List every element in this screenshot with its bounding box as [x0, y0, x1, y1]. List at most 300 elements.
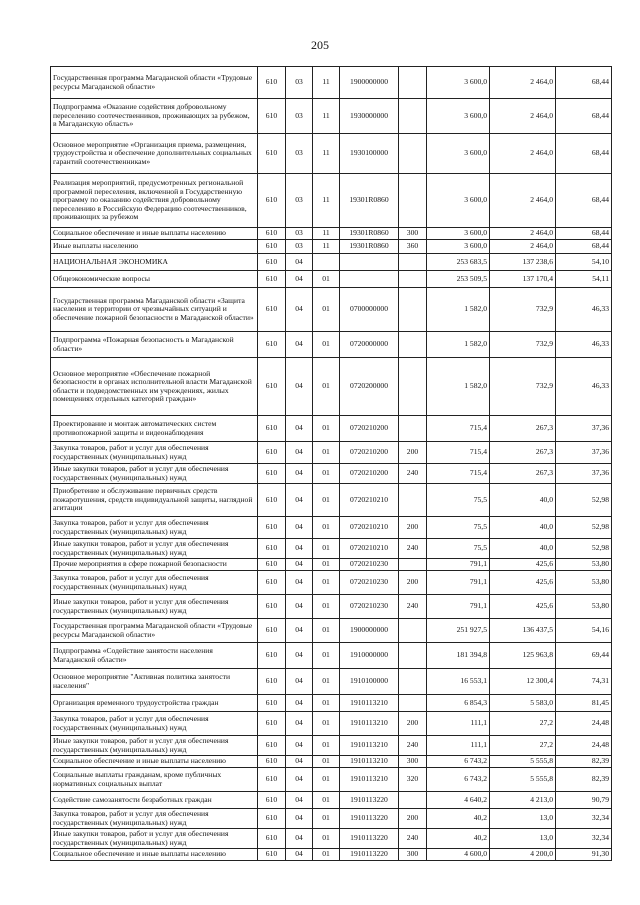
- row-plan: 6 854,3: [427, 695, 490, 712]
- row-gr: 610: [258, 736, 286, 756]
- row-pr: 01: [313, 464, 340, 484]
- row-rz: 04: [286, 669, 313, 695]
- row-vr: 240: [399, 595, 427, 619]
- table-row: [51, 517, 612, 539]
- row-vr: [399, 669, 427, 695]
- row-csr: 19301R0860: [340, 174, 399, 228]
- row-pct: 54,16: [556, 619, 612, 643]
- row-fact: 137 238,6: [490, 254, 556, 271]
- row-csr: [340, 271, 399, 288]
- row-vr: [399, 643, 427, 669]
- row-rz: 04: [286, 695, 313, 712]
- row-gr: 610: [258, 829, 286, 849]
- row-vr: 200: [399, 712, 427, 736]
- row-csr: 0720210210: [340, 484, 399, 517]
- row-csr: 0720210200: [340, 464, 399, 484]
- row-plan: 111,1: [427, 736, 490, 756]
- row-fact: 425,6: [490, 571, 556, 595]
- row-csr: 1930100000: [340, 134, 399, 174]
- row-vr: [399, 99, 427, 134]
- row-fact: 4 213,0: [490, 792, 556, 809]
- table-row: [51, 559, 612, 571]
- row-gr: 610: [258, 464, 286, 484]
- row-pr: 01: [313, 849, 340, 861]
- row-csr: 1900000000: [340, 619, 399, 643]
- row-pct: 53,80: [556, 571, 612, 595]
- row-pr: 01: [313, 571, 340, 595]
- row-pr: 01: [313, 539, 340, 559]
- row-name: Государственная программа Магаданской области «Трудовые ресурсы Магаданской области»: [51, 619, 258, 643]
- row-name: НАЦИОНАЛЬНАЯ ЭКОНОМИКА: [51, 254, 258, 271]
- table-row: [51, 619, 612, 643]
- row-plan: 715,4: [427, 464, 490, 484]
- row-plan: 1 582,0: [427, 358, 490, 416]
- table-row: [51, 484, 612, 517]
- row-vr: 320: [399, 768, 427, 792]
- row-fact: 267,3: [490, 442, 556, 464]
- row-csr: 1910113220: [340, 829, 399, 849]
- row-pr: 01: [313, 736, 340, 756]
- row-rz: 04: [286, 484, 313, 517]
- row-rz: 04: [286, 288, 313, 332]
- row-vr: [399, 254, 427, 271]
- row-vr: 240: [399, 464, 427, 484]
- row-plan: 1 582,0: [427, 288, 490, 332]
- row-name: Иные закупки товаров, работ и услуг для обеспечения государственных (муниципальных) нужд: [51, 464, 258, 484]
- row-csr: 0720210200: [340, 442, 399, 464]
- row-gr: 610: [258, 571, 286, 595]
- row-rz: 03: [286, 240, 313, 254]
- row-gr: 610: [258, 809, 286, 829]
- table-row: [51, 288, 612, 332]
- row-pct: 90,79: [556, 792, 612, 809]
- row-pct: 46,33: [556, 288, 612, 332]
- row-gr: 610: [258, 358, 286, 416]
- table-row: [51, 669, 612, 695]
- row-plan: 791,1: [427, 571, 490, 595]
- row-name: Государственная программа Магаданской области «Защита населения и территории от чрезвычайных ситуаций и обеспечение пожарной безопасности в Магаданской области»: [51, 288, 258, 332]
- row-pr: 11: [313, 174, 340, 228]
- row-csr: 0720000000: [340, 332, 399, 358]
- row-name: Закупка товаров, работ и услуг для обеспечения государственных (муниципальных) нужд: [51, 712, 258, 736]
- table-row: [51, 134, 612, 174]
- row-rz: 03: [286, 228, 313, 240]
- table-row: [51, 228, 612, 240]
- row-vr: [399, 559, 427, 571]
- table-row: [51, 829, 612, 849]
- row-fact: 125 963,8: [490, 643, 556, 669]
- row-gr: 610: [258, 669, 286, 695]
- table-row: [51, 736, 612, 756]
- row-csr: 1900000000: [340, 67, 399, 99]
- row-pct: 46,33: [556, 358, 612, 416]
- row-gr: 610: [258, 849, 286, 861]
- row-plan: 715,4: [427, 442, 490, 464]
- row-gr: 610: [258, 254, 286, 271]
- row-rz: 04: [286, 792, 313, 809]
- row-rz: 03: [286, 134, 313, 174]
- table-row: [51, 712, 612, 736]
- row-fact: 2 464,0: [490, 99, 556, 134]
- row-name: Подпрограмма «Пожарная безопасность в Магаданской области»: [51, 332, 258, 358]
- row-csr: 0700000000: [340, 288, 399, 332]
- table-row: [51, 849, 612, 861]
- row-vr: 200: [399, 517, 427, 539]
- row-vr: [399, 271, 427, 288]
- row-vr: 300: [399, 849, 427, 861]
- row-name: Организация временного трудоустройства граждан: [51, 695, 258, 712]
- row-pct: 82,39: [556, 768, 612, 792]
- row-csr: 0720210210: [340, 517, 399, 539]
- row-rz: 04: [286, 619, 313, 643]
- row-name: Общеэкономические вопросы: [51, 271, 258, 288]
- row-pr: [313, 254, 340, 271]
- row-name: Социальное обеспечение и иные выплаты населению: [51, 849, 258, 861]
- row-name: Проектирование и монтаж автоматических систем противопожарной защиты и видеонаблюдения: [51, 416, 258, 442]
- row-fact: 40,0: [490, 539, 556, 559]
- row-csr: 0720210200: [340, 416, 399, 442]
- table-row: [51, 464, 612, 484]
- row-pr: 01: [313, 595, 340, 619]
- table-row: [51, 240, 612, 254]
- row-csr: 0720210230: [340, 571, 399, 595]
- page-number: 205: [311, 38, 329, 52]
- row-plan: 715,4: [427, 416, 490, 442]
- row-pct: 53,80: [556, 595, 612, 619]
- row-rz: 04: [286, 332, 313, 358]
- row-name: Иные закупки товаров, работ и услуг для обеспечения государственных (муниципальных) нужд: [51, 829, 258, 849]
- row-csr: 1910113210: [340, 712, 399, 736]
- table-row: [51, 174, 612, 228]
- row-fact: 732,9: [490, 288, 556, 332]
- row-pr: 01: [313, 559, 340, 571]
- row-pct: 74,31: [556, 669, 612, 695]
- row-plan: 3 600,0: [427, 134, 490, 174]
- row-vr: 300: [399, 756, 427, 768]
- row-csr: 1910113210: [340, 756, 399, 768]
- row-name: Иные выплаты населению: [51, 240, 258, 254]
- row-rz: 04: [286, 571, 313, 595]
- row-pct: 37,36: [556, 464, 612, 484]
- row-gr: 610: [258, 792, 286, 809]
- row-plan: 75,5: [427, 484, 490, 517]
- row-pr: 01: [313, 829, 340, 849]
- row-pr: 11: [313, 99, 340, 134]
- row-pr: 01: [313, 271, 340, 288]
- row-fact: 4 200,0: [490, 849, 556, 861]
- row-plan: 3 600,0: [427, 67, 490, 99]
- row-plan: 75,5: [427, 517, 490, 539]
- row-csr: [340, 254, 399, 271]
- row-csr: 1910113210: [340, 736, 399, 756]
- row-pct: 37,36: [556, 442, 612, 464]
- row-fact: 136 437,5: [490, 619, 556, 643]
- row-rz: 04: [286, 271, 313, 288]
- row-rz: 03: [286, 99, 313, 134]
- row-rz: 04: [286, 539, 313, 559]
- row-pr: 01: [313, 768, 340, 792]
- row-fact: 425,6: [490, 595, 556, 619]
- row-gr: 610: [258, 332, 286, 358]
- row-pct: 37,36: [556, 416, 612, 442]
- row-fact: 5 555,8: [490, 756, 556, 768]
- row-name: Закупка товаров, работ и услуг для обеспечения государственных (муниципальных) нужд: [51, 809, 258, 829]
- row-name: Государственная программа Магаданской области «Трудовые ресурсы Магаданской области»: [51, 67, 258, 99]
- row-name: Содействие самозанятости безработных граждан: [51, 792, 258, 809]
- row-plan: 3 600,0: [427, 99, 490, 134]
- row-name: Подпрограмма «Оказание содействия добровольному переселению соотечественников, проживающих за рубежом, в Магаданскую область»: [51, 99, 258, 134]
- row-pr: 01: [313, 619, 340, 643]
- row-fact: 2 464,0: [490, 174, 556, 228]
- table-row: [51, 99, 612, 134]
- row-fact: 732,9: [490, 332, 556, 358]
- row-plan: 75,5: [427, 539, 490, 559]
- row-name: Реализация мероприятий, предусмотренных региональной программой переселения, включенной в Государственную программу по оказанию содействия добровольному переселению в Российскую Федерацию соотечественников, проживающих за рубежом: [51, 174, 258, 228]
- row-fact: 40,0: [490, 484, 556, 517]
- row-fact: 2 464,0: [490, 228, 556, 240]
- row-vr: [399, 416, 427, 442]
- table-row: [51, 442, 612, 464]
- table-row: [51, 67, 612, 99]
- row-plan: 181 394,8: [427, 643, 490, 669]
- row-pr: 01: [313, 484, 340, 517]
- row-gr: 610: [258, 768, 286, 792]
- row-name: Основное мероприятие "Активная политика занятости населения": [51, 669, 258, 695]
- row-name: Основное мероприятие «Организация приема, размещения, трудоустройства и обеспечение дополнительных социальных гарантий соотечественникам»: [51, 134, 258, 174]
- row-rz: 04: [286, 643, 313, 669]
- row-rz: 04: [286, 416, 313, 442]
- row-csr: 1930000000: [340, 99, 399, 134]
- row-name: Основное мероприятие «Обеспечение пожарной безопасности в органах исполнительной власти Магаданской области и подведомственных им учреждениях, жилых помещениях отдельных категорий граждан»: [51, 358, 258, 416]
- row-pct: 68,44: [556, 174, 612, 228]
- table-row: [51, 768, 612, 792]
- row-plan: 791,1: [427, 559, 490, 571]
- row-csr: 19301R0860: [340, 228, 399, 240]
- row-gr: 610: [258, 174, 286, 228]
- row-pr: 01: [313, 792, 340, 809]
- row-gr: 610: [258, 228, 286, 240]
- row-vr: [399, 134, 427, 174]
- row-rz: 03: [286, 67, 313, 99]
- row-csr: 0720200000: [340, 358, 399, 416]
- row-vr: [399, 619, 427, 643]
- row-name: Социальное обеспечение и иные выплаты населению: [51, 756, 258, 768]
- row-fact: 13,0: [490, 809, 556, 829]
- row-rz: 04: [286, 736, 313, 756]
- table-row: [51, 358, 612, 416]
- row-gr: 610: [258, 712, 286, 736]
- row-rz: 04: [286, 254, 313, 271]
- row-pct: 52,98: [556, 484, 612, 517]
- row-pct: 24,48: [556, 736, 612, 756]
- row-pct: 32,34: [556, 809, 612, 829]
- row-pct: 68,44: [556, 240, 612, 254]
- row-vr: [399, 358, 427, 416]
- table-row: [51, 643, 612, 669]
- row-plan: 791,1: [427, 595, 490, 619]
- row-csr: 1910100000: [340, 669, 399, 695]
- row-plan: 3 600,0: [427, 240, 490, 254]
- row-pr: 11: [313, 240, 340, 254]
- row-plan: 16 553,1: [427, 669, 490, 695]
- row-pct: 54,11: [556, 271, 612, 288]
- row-fact: 267,3: [490, 464, 556, 484]
- table-row: [51, 416, 612, 442]
- row-fact: 267,3: [490, 416, 556, 442]
- row-pct: 52,98: [556, 539, 612, 559]
- row-name: Подпрограмма «Содействие занятости населения Магаданской области»: [51, 643, 258, 669]
- row-pct: 52,98: [556, 517, 612, 539]
- row-plan: 253 683,5: [427, 254, 490, 271]
- row-name: Социальное обеспечение и иные выплаты населению: [51, 228, 258, 240]
- row-vr: 240: [399, 539, 427, 559]
- row-rz: 04: [286, 849, 313, 861]
- row-plan: 4 600,0: [427, 849, 490, 861]
- row-csr: 1910113220: [340, 792, 399, 809]
- row-pr: 11: [313, 67, 340, 99]
- row-gr: 610: [258, 517, 286, 539]
- row-vr: [399, 792, 427, 809]
- row-gr: 610: [258, 595, 286, 619]
- row-vr: [399, 484, 427, 517]
- row-vr: [399, 695, 427, 712]
- row-pr: 01: [313, 643, 340, 669]
- row-plan: 251 927,5: [427, 619, 490, 643]
- row-name: Иные закупки товаров, работ и услуг для обеспечения государственных (муниципальных) нужд: [51, 539, 258, 559]
- row-fact: 2 464,0: [490, 240, 556, 254]
- row-rz: 04: [286, 517, 313, 539]
- row-csr: 1910113220: [340, 849, 399, 861]
- row-pr: 01: [313, 358, 340, 416]
- row-rz: 04: [286, 829, 313, 849]
- row-fact: 2 464,0: [490, 67, 556, 99]
- row-vr: [399, 332, 427, 358]
- row-rz: 04: [286, 712, 313, 736]
- row-name: Прочие мероприятия в сфере пожарной безопасности: [51, 559, 258, 571]
- row-gr: 610: [258, 539, 286, 559]
- row-gr: 610: [258, 695, 286, 712]
- row-name: Приобретение и обслуживание первичных средств пожаротушения, средств индивидуальной защиты, наглядной агитации: [51, 484, 258, 517]
- row-gr: 610: [258, 619, 286, 643]
- budget-table-body: [51, 67, 612, 861]
- row-plan: 6 743,2: [427, 756, 490, 768]
- row-csr: 0720210210: [340, 539, 399, 559]
- row-rz: 04: [286, 442, 313, 464]
- row-rz: 04: [286, 809, 313, 829]
- row-gr: 610: [258, 240, 286, 254]
- row-plan: 40,2: [427, 829, 490, 849]
- row-pr: 01: [313, 517, 340, 539]
- row-pr: 01: [313, 756, 340, 768]
- row-fact: 13,0: [490, 829, 556, 849]
- row-vr: [399, 288, 427, 332]
- row-csr: 1910113220: [340, 809, 399, 829]
- row-fact: 137 170,4: [490, 271, 556, 288]
- table-row: [51, 809, 612, 829]
- row-pct: 54,10: [556, 254, 612, 271]
- row-pr: 11: [313, 134, 340, 174]
- row-plan: 111,1: [427, 712, 490, 736]
- row-name: Иные закупки товаров, работ и услуг для обеспечения государственных (муниципальных) нужд: [51, 736, 258, 756]
- table-row: [51, 254, 612, 271]
- row-rz: 04: [286, 756, 313, 768]
- row-pct: 82,39: [556, 756, 612, 768]
- row-csr: 1910113210: [340, 695, 399, 712]
- row-plan: 6 743,2: [427, 768, 490, 792]
- row-rz: 03: [286, 174, 313, 228]
- row-plan: 253 509,5: [427, 271, 490, 288]
- row-plan: 3 600,0: [427, 228, 490, 240]
- row-name: Закупка товаров, работ и услуг для обеспечения государственных (муниципальных) нужд: [51, 517, 258, 539]
- row-pr: 01: [313, 712, 340, 736]
- row-pct: 69,44: [556, 643, 612, 669]
- row-name: Иные закупки товаров, работ и услуг для обеспечения государственных (муниципальных) нужд: [51, 595, 258, 619]
- row-rz: 04: [286, 358, 313, 416]
- row-fact: 425,6: [490, 559, 556, 571]
- row-pr: 01: [313, 669, 340, 695]
- row-vr: 200: [399, 809, 427, 829]
- table-row: [51, 539, 612, 559]
- row-pr: 01: [313, 809, 340, 829]
- table-row: [51, 756, 612, 768]
- row-plan: 4 640,2: [427, 792, 490, 809]
- row-pct: 46,33: [556, 332, 612, 358]
- row-rz: 04: [286, 559, 313, 571]
- row-vr: 300: [399, 228, 427, 240]
- table-row: [51, 332, 612, 358]
- row-rz: 04: [286, 464, 313, 484]
- row-gr: 610: [258, 67, 286, 99]
- row-fact: 5 555,8: [490, 768, 556, 792]
- row-pct: 53,80: [556, 559, 612, 571]
- row-fact: 732,9: [490, 358, 556, 416]
- row-vr: [399, 67, 427, 99]
- table-row: [51, 595, 612, 619]
- row-pct: 68,44: [556, 67, 612, 99]
- row-gr: 610: [258, 559, 286, 571]
- row-pr: 11: [313, 228, 340, 240]
- row-pct: 68,44: [556, 228, 612, 240]
- row-gr: 610: [258, 288, 286, 332]
- table-row: [51, 792, 612, 809]
- table-row: [51, 271, 612, 288]
- row-name: Социальные выплаты гражданам, кроме публичных нормативных социальных выплат: [51, 768, 258, 792]
- row-csr: 0720210230: [340, 595, 399, 619]
- row-rz: 04: [286, 595, 313, 619]
- row-gr: 610: [258, 643, 286, 669]
- row-plan: 1 582,0: [427, 332, 490, 358]
- row-vr: 360: [399, 240, 427, 254]
- row-gr: 610: [258, 99, 286, 134]
- row-plan: 3 600,0: [427, 174, 490, 228]
- row-pct: 32,34: [556, 829, 612, 849]
- row-csr: 19301R0860: [340, 240, 399, 254]
- row-fact: 5 583,0: [490, 695, 556, 712]
- row-gr: 610: [258, 756, 286, 768]
- row-vr: 240: [399, 736, 427, 756]
- row-csr: 0720210230: [340, 559, 399, 571]
- row-vr: 200: [399, 571, 427, 595]
- row-fact: 27,2: [490, 736, 556, 756]
- row-pr: 01: [313, 332, 340, 358]
- table-row: [51, 695, 612, 712]
- budget-table: [50, 66, 612, 861]
- row-vr: 240: [399, 829, 427, 849]
- row-gr: 610: [258, 416, 286, 442]
- row-name: Закупка товаров, работ и услуг для обеспечения государственных (муниципальных) нужд: [51, 442, 258, 464]
- row-pct: 68,44: [556, 134, 612, 174]
- row-vr: [399, 174, 427, 228]
